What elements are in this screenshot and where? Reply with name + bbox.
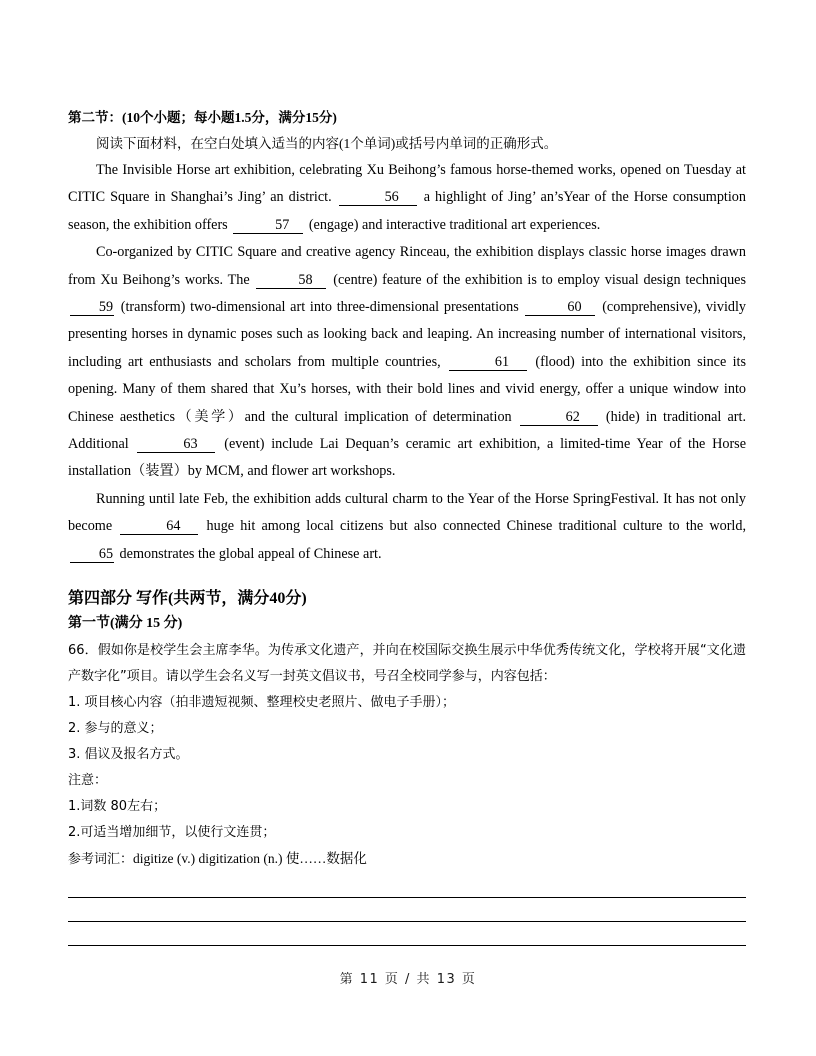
cloze-text: a highlight of Jing’ an’sYear of the Horse consumption season, the exhibition offers [68, 189, 746, 233]
cloze-text: (hide) in traditional art. Additional [68, 408, 746, 453]
section-two-instruction: 阅读下面材料，在空白处填入适当的内容(1个单词)或括号内单词的正确形式。 [96, 136, 558, 151]
cloze-blank-65[interactable]: 65 [70, 547, 114, 563]
cloze-blank-56[interactable]: 56 [339, 190, 417, 206]
cloze-text: (comprehensive), vividly presenting horses in dynamic poses such as looking back and leaping. An increasing number of international visitors, including art enthusiasts and scholars from multiple countries, [68, 299, 747, 370]
cloze-blank-62[interactable]: 62 [520, 410, 598, 426]
cloze-text: huge hit among local citizens but also connected Chinese traditional culture to the world, [206, 518, 747, 535]
section-two-heading: 第二节：(10个小题；每小题1.5分，满分15分) [68, 110, 337, 125]
vocab-label: 参考词汇： [68, 852, 134, 867]
cloze-blank-63[interactable]: 63 [137, 437, 215, 453]
cloze-text: Running until late Feb, the exhibition adds cultural charm to the Year of the Horse SpringFestival. It has not only become [68, 490, 746, 535]
cloze-text: Co-organized by CITIC Square and creative agency Rinceau, the exhibition displays classic horse images drawn from Xu Beihong’s works. The [68, 244, 746, 288]
section-two-block [68, 108, 746, 568]
vocab-line [68, 846, 746, 873]
writing-notes-list [68, 794, 746, 846]
cloze-text: (event) include Lai Dequan’s ceramic art exhibition, a limited-time Year of the Horse installation（装置）by MCM, and flower art workshops. [68, 436, 747, 480]
cloze-blank-58[interactable]: 58 [256, 273, 326, 289]
cloze-paragraph [68, 486, 746, 568]
writing-requirement: 3. 倡议及报名方式。 [68, 747, 189, 762]
page-footer: 第 11 页 / 共 13 页 [339, 972, 477, 987]
cloze-paragraph-list [68, 157, 746, 568]
cloze-paragraph [68, 239, 746, 486]
writing-prompt: 66．假如你是校学生会主席李华。为传承文化遗产，并向在校国际交换生展示中华优秀传统文化，学校将开展“文化遗产数字化”项目。请以学生会名义写一封英文倡议书，号召全校同学参与，内容包括： [68, 643, 746, 684]
cloze-blank-60[interactable]: 60 [525, 300, 595, 316]
cloze-blank-61[interactable]: 61 [449, 355, 527, 371]
cloze-text: The Invisible Horse art exhibition, celebrating Xu Beihong’s famous horse-themed works, opened on Tuesday at CITIC Square in Shanghai’s Jing’ an district. [68, 162, 746, 206]
cloze-text: (transform) two-dimensional art into three-dimensional presentations [120, 299, 524, 316]
part-four-heading: 第四部分 写作(共两节，满分40分) [68, 590, 307, 607]
writing-requirement: 2. 参与的意义； [68, 721, 163, 736]
vocab-text: digitize (v.) digitization (n.) 使……数据化 [133, 851, 367, 866]
cloze-text: demonstrates the global appeal of Chinese art. [119, 545, 382, 562]
cloze-text: (centre) feature of the exhibition is to employ visual design techniques [333, 271, 746, 288]
answer-line[interactable] [68, 921, 746, 922]
answer-lines[interactable] [68, 897, 746, 969]
writing-note: 2.可适当增加细节，以使行文连贯； [68, 825, 276, 840]
cloze-paragraph [68, 157, 746, 239]
writing-note: 1.词数 80左右； [68, 799, 167, 814]
cloze-blank-57[interactable]: 57 [233, 218, 303, 234]
part-four-sub-heading: 第一节(满分 15 分) [68, 616, 183, 631]
writing-requirement: 1. 项目核心内容（拍非遗短视频、整理校史老照片、做电子手册）； [68, 695, 456, 710]
writing-requirement-list [68, 690, 746, 768]
cloze-blank-64[interactable]: 64 [120, 519, 198, 535]
cloze-blank-59[interactable]: 59 [70, 300, 114, 316]
notes-label: 注意： [68, 773, 108, 788]
part-four-block [68, 586, 746, 873]
cloze-text: (flood) into the exhibition since its opening. Many of them shared that Xu’s horses, with their bold lines and vivid energy, offer a unique window into Chinese aesthetics（美学）and the cultural implication of determination [68, 353, 747, 425]
answer-line[interactable] [68, 945, 746, 946]
cloze-text: (engage) and interactive traditional art experiences. [308, 216, 601, 233]
answer-line[interactable] [68, 897, 746, 898]
